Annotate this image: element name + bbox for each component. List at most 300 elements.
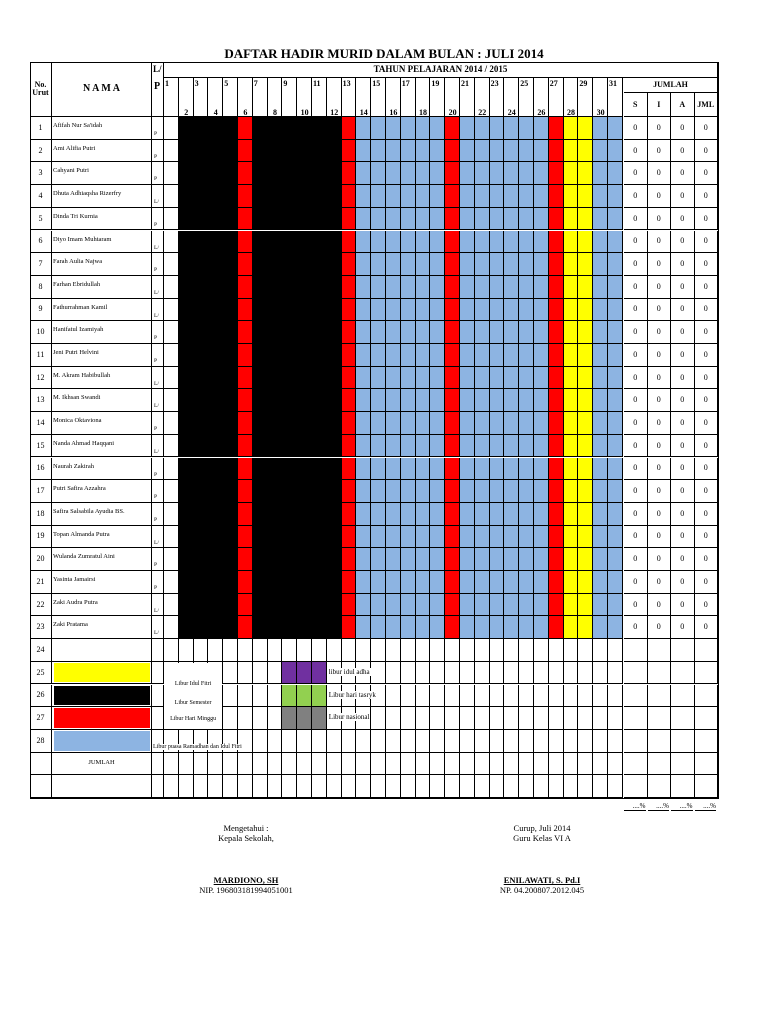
student-name: Monica Oktaviona <box>52 412 152 435</box>
attendance-cell <box>416 503 431 526</box>
attendance-cell <box>282 140 297 163</box>
blank-day-cell <box>253 775 268 798</box>
blank-day-cell <box>164 753 179 776</box>
student-sum-i: 0 <box>648 276 672 299</box>
attendance-cell <box>223 480 238 503</box>
attendance-cell <box>386 162 401 185</box>
student-sum-i: 0 <box>648 548 672 571</box>
blank-day-cell <box>386 662 401 685</box>
attendance-cell <box>238 616 253 639</box>
blank-day-cell <box>223 775 238 798</box>
student-name: Topan Almanda Putra <box>52 526 152 549</box>
attendance-cell <box>534 140 549 163</box>
attendance-cell <box>593 412 608 435</box>
student-name: Safira Salsabila Ayudia BS. <box>52 503 152 526</box>
attendance-cell <box>371 276 386 299</box>
blank-sum-cell <box>695 662 719 685</box>
attendance-cell <box>164 594 179 617</box>
blank-day-cell <box>519 775 534 798</box>
attendance-cell <box>179 389 194 412</box>
blank-day-cell <box>519 707 534 730</box>
tahun-pelajaran-header: TAHUN PELAJARAN 2014 / 2015 <box>164 62 718 78</box>
attendance-cell <box>578 185 593 208</box>
attendance-cell <box>475 185 490 208</box>
attendance-cell <box>416 253 431 276</box>
attendance-cell <box>490 208 505 231</box>
attendance-cell <box>460 299 475 322</box>
attendance-cell <box>460 276 475 299</box>
attendance-cell <box>608 435 623 458</box>
attendance-cell <box>549 571 564 594</box>
attendance-cell <box>268 367 283 390</box>
student-sum-i: 0 <box>648 480 672 503</box>
student-sum-a: 0 <box>671 389 695 412</box>
lp-header-top: L/ <box>153 64 162 74</box>
blank-day-cell <box>460 639 475 662</box>
attendance-cell <box>327 276 342 299</box>
student-lp: P <box>152 162 164 185</box>
blank-day-cell <box>223 639 238 662</box>
attendance-cell <box>445 503 460 526</box>
blank-day-cell <box>564 707 579 730</box>
attendance-cell <box>490 412 505 435</box>
attendance-cell <box>460 616 475 639</box>
attendance-cell <box>297 276 312 299</box>
attendance-cell <box>238 458 253 481</box>
blank-day-cell <box>460 685 475 708</box>
attendance-cell <box>490 435 505 458</box>
blank-day-cell <box>519 685 534 708</box>
attendance-cell <box>490 117 505 140</box>
attendance-cell <box>401 503 416 526</box>
blank-day-cell <box>534 685 549 708</box>
attendance-cell <box>504 503 519 526</box>
student-no: 7 <box>30 253 52 276</box>
attendance-cell <box>445 389 460 412</box>
blank-day-cell <box>297 639 312 662</box>
student-sum-i: 0 <box>648 162 672 185</box>
attendance-cell <box>593 594 608 617</box>
attendance-cell <box>253 231 268 254</box>
blank-day-cell <box>401 775 416 798</box>
attendance-cell <box>253 412 268 435</box>
attendance-cell <box>371 389 386 412</box>
blank-day-cell <box>371 775 386 798</box>
attendance-cell <box>416 162 431 185</box>
attendance-cell <box>223 321 238 344</box>
attendance-cell <box>371 231 386 254</box>
day-number-6: 6 <box>243 108 248 117</box>
blank-sum-cell <box>648 775 672 798</box>
attendance-cell <box>490 231 505 254</box>
day-number-1: 1 <box>165 79 169 88</box>
attendance-cell <box>578 594 593 617</box>
attendance-cell <box>460 503 475 526</box>
blank-day-cell <box>549 775 564 798</box>
attendance-cell <box>386 503 401 526</box>
attendance-cell <box>386 526 401 549</box>
attendance-cell <box>223 412 238 435</box>
blank-day-cell <box>608 775 623 798</box>
student-lp: P <box>152 321 164 344</box>
attendance-cell <box>578 548 593 571</box>
attendance-cell <box>445 367 460 390</box>
attendance-cell <box>253 208 268 231</box>
attendance-cell <box>416 458 431 481</box>
day-number-18: 18 <box>418 108 427 117</box>
attendance-cell <box>179 571 194 594</box>
student-lp: L/ <box>152 367 164 390</box>
legend-label-semester: Libur Semester <box>164 693 222 714</box>
attendance-cell <box>208 185 223 208</box>
attendance-cell <box>268 526 283 549</box>
attendance-cell <box>223 571 238 594</box>
attendance-cell <box>475 389 490 412</box>
attendance-cell <box>504 117 519 140</box>
attendance-cell <box>519 231 534 254</box>
attendance-cell <box>519 594 534 617</box>
attendance-cell <box>445 548 460 571</box>
attendance-cell <box>194 185 209 208</box>
blank-day-cell <box>401 730 416 753</box>
blank-day-cell <box>504 707 519 730</box>
blank-cell <box>152 753 164 776</box>
student-sum-jml: 0 <box>695 321 719 344</box>
student-no: 18 <box>30 503 52 526</box>
attendance-cell <box>549 503 564 526</box>
attendance-cell <box>238 571 253 594</box>
attendance-cell <box>297 185 312 208</box>
attendance-cell <box>534 480 549 503</box>
attendance-cell <box>268 571 283 594</box>
attendance-cell <box>401 140 416 163</box>
attendance-cell <box>223 389 238 412</box>
legend2-swatch-nasional <box>282 707 296 729</box>
attendance-cell <box>445 435 460 458</box>
attendance-cell <box>356 412 371 435</box>
attendance-cell <box>534 594 549 617</box>
attendance-cell <box>342 594 357 617</box>
attendance-cell <box>564 389 579 412</box>
blank-sum-cell <box>671 685 695 708</box>
attendance-cell <box>312 208 327 231</box>
attendance-cell <box>475 253 490 276</box>
day-number-7: 7 <box>253 79 258 88</box>
attendance-cell <box>223 344 238 367</box>
attendance-cell <box>534 117 549 140</box>
blank-day-cell <box>593 685 608 708</box>
blank-day-cell <box>490 707 505 730</box>
blank-day-cell <box>238 753 253 776</box>
student-name: Afifah Nur Sa'idah <box>52 117 152 140</box>
student-sum-s: 0 <box>624 231 648 254</box>
blank-day-cell <box>253 639 268 662</box>
attendance-cell <box>430 435 445 458</box>
attendance-cell <box>549 299 564 322</box>
attendance-cell <box>608 140 623 163</box>
attendance-cell <box>549 231 564 254</box>
attendance-cell <box>179 503 194 526</box>
day-number-14: 14 <box>359 108 368 117</box>
attendance-cell <box>549 435 564 458</box>
attendance-cell <box>475 231 490 254</box>
blank-sum-cell <box>624 662 648 685</box>
attendance-cell <box>445 299 460 322</box>
student-name: Wulanda Zumratul Aini <box>52 548 152 571</box>
attendance-cell <box>327 117 342 140</box>
attendance-cell <box>297 412 312 435</box>
attendance-cell <box>194 412 209 435</box>
attendance-cell <box>564 367 579 390</box>
blank-day-cell <box>312 730 327 753</box>
attendance-cell <box>608 321 623 344</box>
blank-day-cell <box>504 775 519 798</box>
day-number-16: 16 <box>389 108 398 117</box>
attendance-cell <box>490 140 505 163</box>
attendance-cell <box>356 458 371 481</box>
blank-cell <box>152 775 164 798</box>
attendance-cell <box>297 162 312 185</box>
attendance-cell <box>386 231 401 254</box>
attendance-cell <box>312 548 327 571</box>
attendance-cell <box>238 503 253 526</box>
attendance-cell <box>312 480 327 503</box>
student-lp: L/ <box>152 526 164 549</box>
student-sum-s: 0 <box>624 140 648 163</box>
student-sum-a: 0 <box>671 616 695 639</box>
student-sum-jml: 0 <box>695 480 719 503</box>
attendance-cell <box>297 435 312 458</box>
attendance-cell <box>608 231 623 254</box>
attendance-cell <box>208 162 223 185</box>
attendance-cell <box>179 594 194 617</box>
day-number-3: 3 <box>194 79 199 88</box>
student-sum-s: 0 <box>624 208 648 231</box>
blank-day-cell <box>490 775 505 798</box>
attendance-cell <box>401 458 416 481</box>
attendance-cell <box>238 299 253 322</box>
attendance-cell <box>342 389 357 412</box>
attendance-cell <box>475 117 490 140</box>
attendance-cell <box>504 435 519 458</box>
attendance-cell <box>519 616 534 639</box>
attendance-cell <box>253 185 268 208</box>
sum-header-1: I <box>648 93 672 117</box>
attendance-cell <box>356 231 371 254</box>
attendance-cell <box>519 571 534 594</box>
attendance-cell <box>342 276 357 299</box>
attendance-cell <box>401 321 416 344</box>
attendance-cell <box>475 140 490 163</box>
student-sum-i: 0 <box>648 389 672 412</box>
attendance-cell <box>312 299 327 322</box>
student-sum-s: 0 <box>624 526 648 549</box>
attendance-cell <box>179 321 194 344</box>
attendance-cell <box>386 140 401 163</box>
attendance-cell <box>578 162 593 185</box>
attendance-cell <box>223 231 238 254</box>
attendance-cell <box>268 389 283 412</box>
attendance-cell <box>327 208 342 231</box>
attendance-cell <box>356 389 371 412</box>
attendance-cell <box>327 458 342 481</box>
attendance-cell <box>356 571 371 594</box>
attendance-cell <box>371 594 386 617</box>
attendance-cell <box>416 548 431 571</box>
blank-day-cell <box>356 730 371 753</box>
blank-day-cell <box>342 775 357 798</box>
attendance-cell <box>564 548 579 571</box>
blank-day-cell <box>253 730 268 753</box>
day-number-10: 10 <box>300 108 309 117</box>
attendance-cell <box>519 389 534 412</box>
attendance-cell <box>297 480 312 503</box>
attendance-cell <box>504 208 519 231</box>
attendance-cell <box>549 344 564 367</box>
student-sum-a: 0 <box>671 321 695 344</box>
attendance-cell <box>401 276 416 299</box>
attendance-cell <box>223 253 238 276</box>
blank-day-cell <box>253 662 268 685</box>
student-sum-i: 0 <box>648 344 672 367</box>
attendance-cell <box>268 162 283 185</box>
student-sum-i: 0 <box>648 412 672 435</box>
blank-sum-cell <box>671 730 695 753</box>
attendance-cell <box>549 140 564 163</box>
attendance-cell <box>282 231 297 254</box>
blank-day-cell <box>593 730 608 753</box>
attendance-cell <box>208 458 223 481</box>
attendance-cell <box>371 458 386 481</box>
attendance-cell <box>401 412 416 435</box>
attendance-cell <box>327 253 342 276</box>
student-sum-i: 0 <box>648 458 672 481</box>
no-urut-header: No. Urut <box>30 62 52 117</box>
attendance-cell <box>386 367 401 390</box>
blank-day-cell <box>519 753 534 776</box>
attendance-cell <box>297 526 312 549</box>
attendance-cell <box>519 321 534 344</box>
blank-day-cell <box>297 730 312 753</box>
attendance-cell <box>194 162 209 185</box>
attendance-cell <box>460 367 475 390</box>
attendance-cell <box>238 594 253 617</box>
attendance-cell <box>490 503 505 526</box>
attendance-cell <box>356 208 371 231</box>
attendance-cell <box>460 231 475 254</box>
student-no: 20 <box>30 548 52 571</box>
blank-day-cell <box>519 639 534 662</box>
attendance-cell <box>549 548 564 571</box>
right-line2: Guru Kelas VI A <box>513 833 571 843</box>
attendance-cell <box>445 321 460 344</box>
blank-sum-cell <box>624 730 648 753</box>
attendance-cell <box>371 367 386 390</box>
attendance-cell <box>386 480 401 503</box>
blank-day-cell <box>268 775 283 798</box>
attendance-cell <box>416 185 431 208</box>
day-number-19: 19 <box>431 79 440 88</box>
attendance-cell <box>282 412 297 435</box>
attendance-cell <box>223 435 238 458</box>
student-lp: L/ <box>152 616 164 639</box>
attendance-cell <box>504 412 519 435</box>
attendance-cell <box>430 344 445 367</box>
attendance-cell <box>327 548 342 571</box>
attendance-cell <box>490 299 505 322</box>
student-name: Nanda Ahmad Haqqani <box>52 435 152 458</box>
attendance-cell <box>356 526 371 549</box>
attendance-cell <box>371 526 386 549</box>
left-signature-block <box>180 823 312 843</box>
attendance-cell <box>386 299 401 322</box>
student-lp: L/ <box>152 185 164 208</box>
attendance-cell <box>564 117 579 140</box>
blank-day-cell <box>490 662 505 685</box>
student-sum-s: 0 <box>624 480 648 503</box>
attendance-cell <box>504 299 519 322</box>
attendance-cell <box>593 458 608 481</box>
attendance-cell <box>445 276 460 299</box>
attendance-cell <box>253 616 268 639</box>
attendance-cell <box>460 185 475 208</box>
attendance-cell <box>593 435 608 458</box>
student-sum-jml: 0 <box>695 185 719 208</box>
blank-day-cell <box>371 639 386 662</box>
attendance-cell <box>179 299 194 322</box>
attendance-cell <box>164 185 179 208</box>
attendance-cell <box>430 367 445 390</box>
legend2-swatch-idul_adha <box>282 662 296 684</box>
day-number-17: 17 <box>401 79 410 88</box>
attendance-cell <box>312 367 327 390</box>
student-lp: P <box>152 548 164 571</box>
blank-sum-cell <box>624 775 648 798</box>
blank-day-cell <box>430 685 445 708</box>
attendance-cell <box>460 208 475 231</box>
blank-day-cell <box>194 775 209 798</box>
attendance-cell <box>386 435 401 458</box>
attendance-cell <box>475 299 490 322</box>
attendance-cell <box>268 208 283 231</box>
attendance-cell <box>593 253 608 276</box>
attendance-cell <box>490 185 505 208</box>
day-number-26: 26 <box>537 108 546 117</box>
student-lp: L/ <box>152 276 164 299</box>
student-sum-jml: 0 <box>695 412 719 435</box>
blank-sum-cell <box>695 639 719 662</box>
attendance-cell <box>268 185 283 208</box>
blank-day-cell <box>342 639 357 662</box>
student-sum-i: 0 <box>648 571 672 594</box>
blank-day-cell <box>164 639 179 662</box>
percent-cell: ....% <box>695 802 717 811</box>
blank-day-cell <box>578 730 593 753</box>
student-name: M. Akram Habibullah <box>52 367 152 390</box>
attendance-cell <box>475 208 490 231</box>
attendance-cell <box>460 162 475 185</box>
student-sum-jml: 0 <box>695 594 719 617</box>
blank-day-cell <box>416 707 431 730</box>
attendance-cell <box>386 208 401 231</box>
blank-day-cell <box>356 753 371 776</box>
attendance-cell <box>564 321 579 344</box>
student-sum-jml: 0 <box>695 458 719 481</box>
blank-day-cell <box>519 662 534 685</box>
day-number-27: 27 <box>549 79 558 88</box>
blank-day-cell <box>490 730 505 753</box>
attendance-cell <box>386 344 401 367</box>
